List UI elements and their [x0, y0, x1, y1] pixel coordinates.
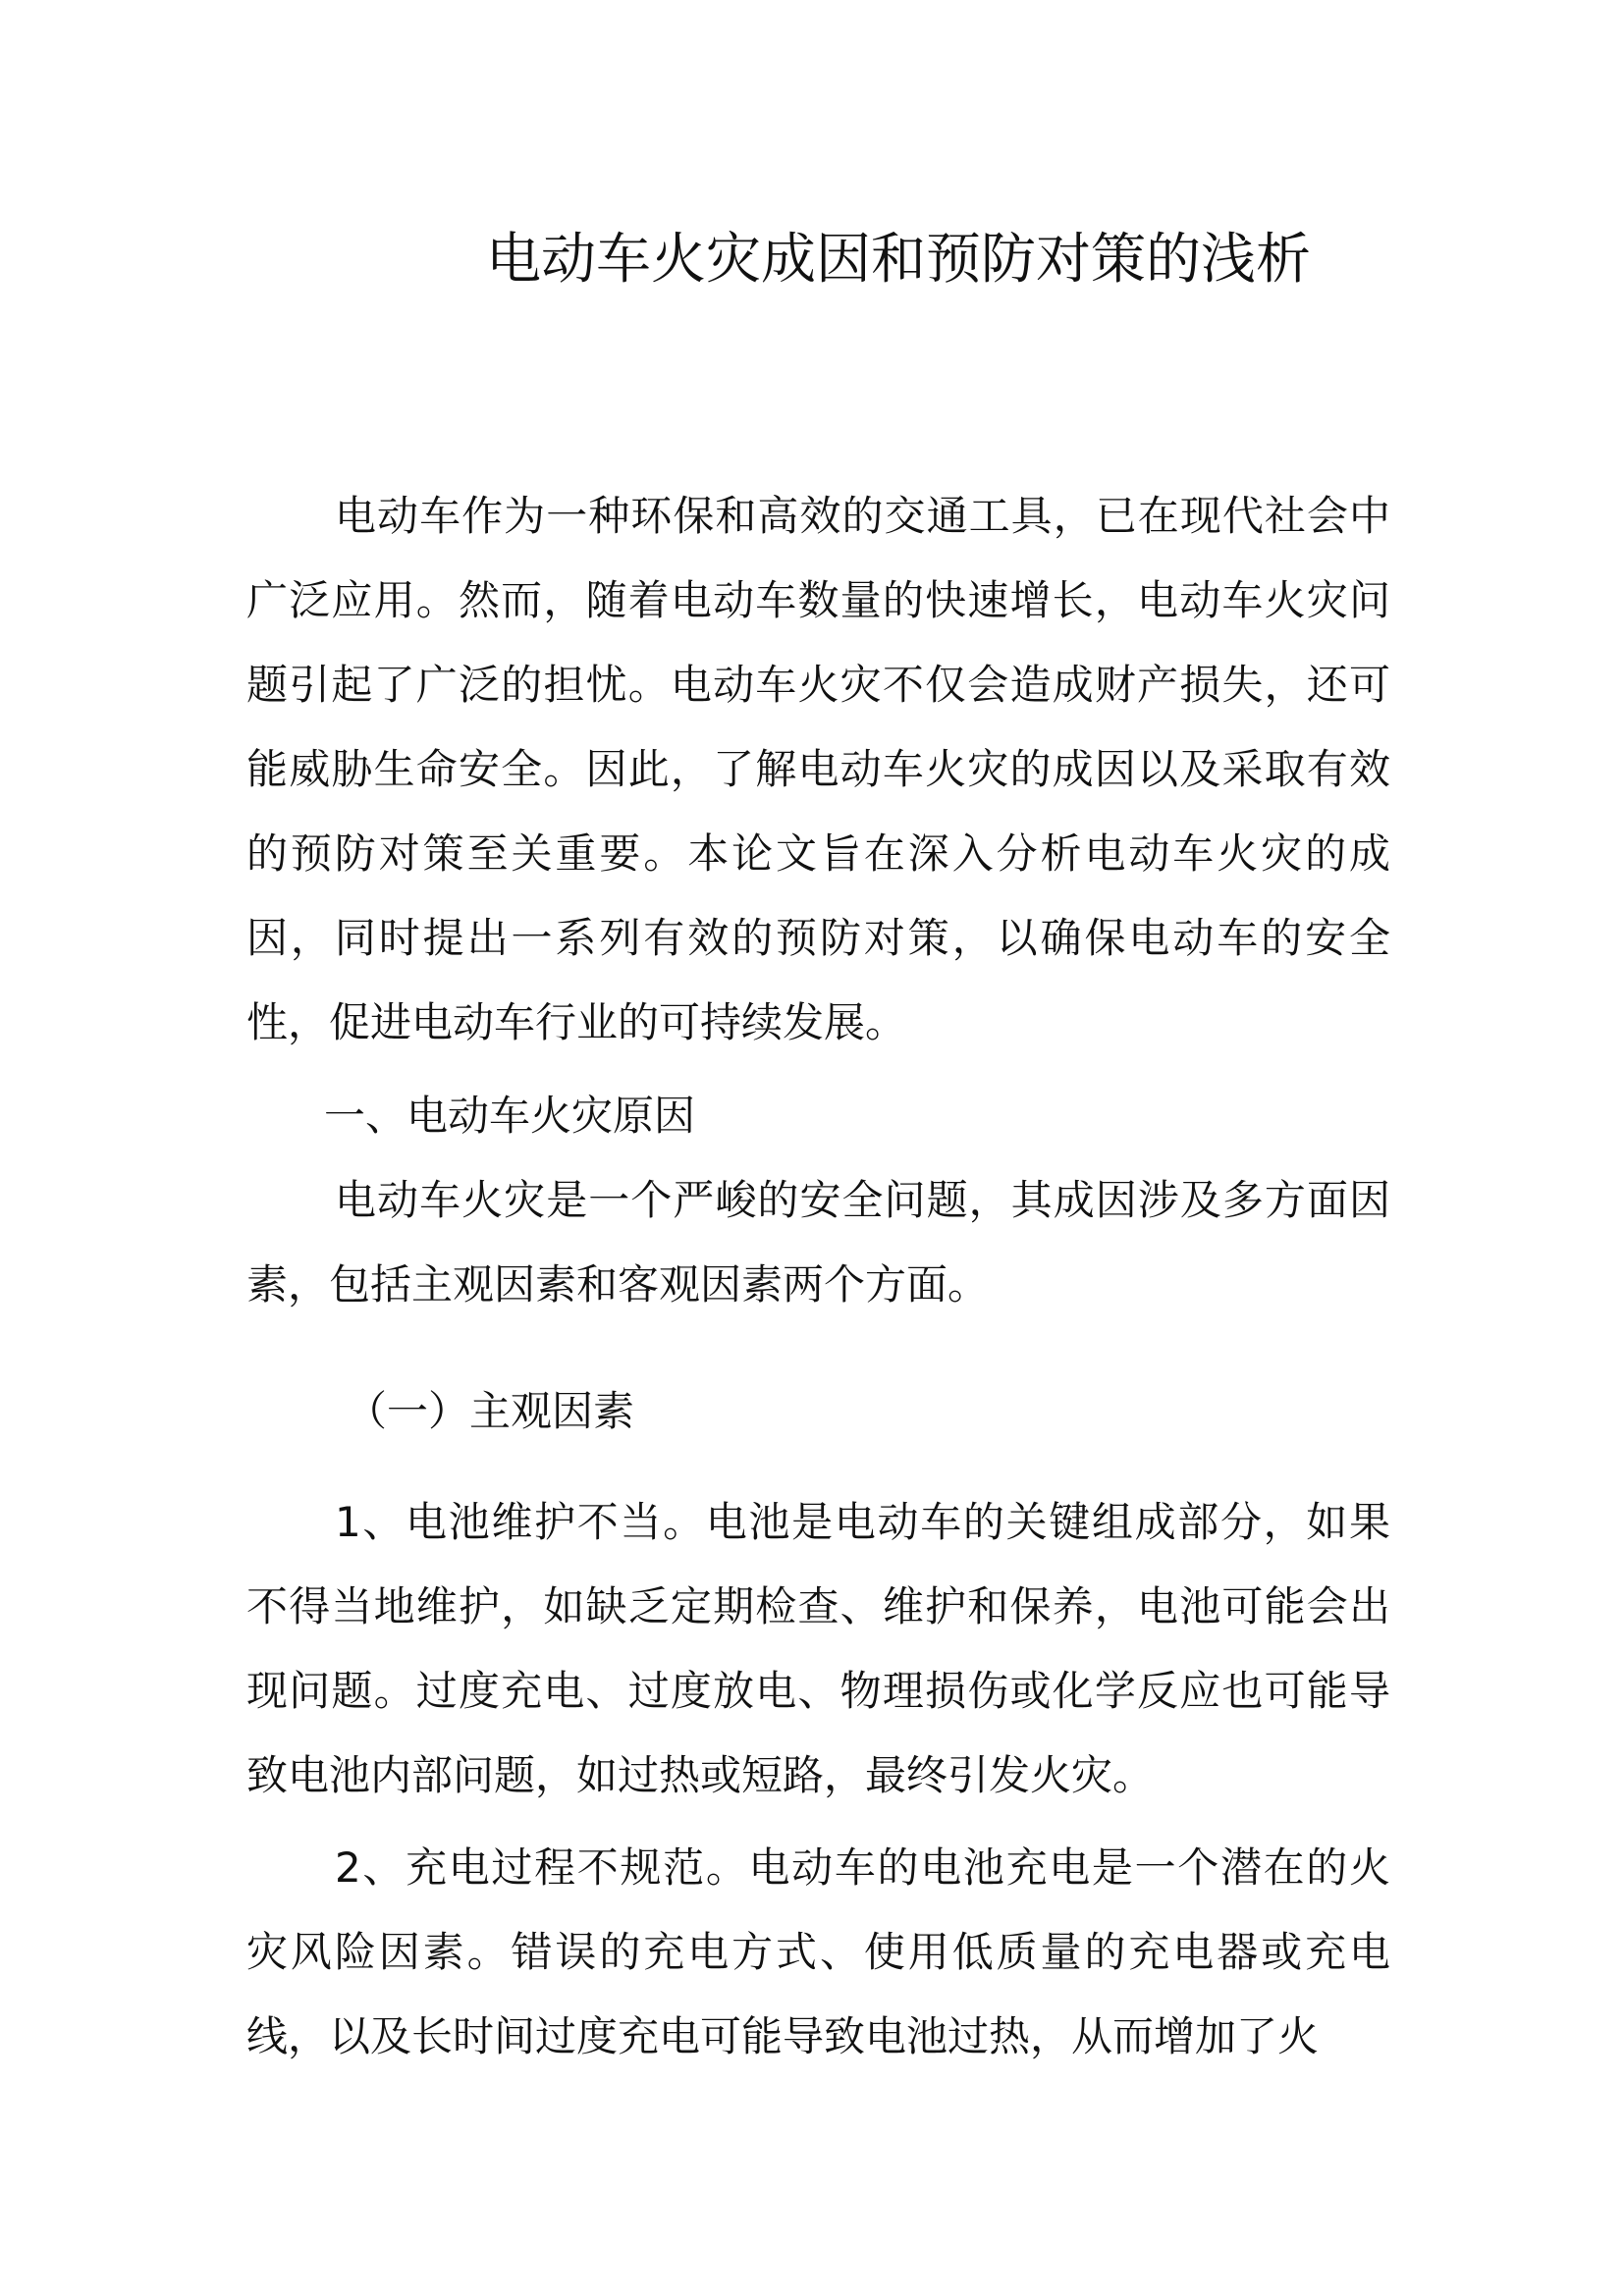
list-item-paragraph: 2、充电过程不规范。电动车的电池充电是一个潜在的火灾风险因素。错误的充电方式、使用低质量的充电器或充电线，以及长时间过度充电可能导致电池过热，从而增加了火: [246, 1843, 1390, 2060]
list-item-paragraph: 1、电池维护不当。电池是电动车的关键组成部分，如果不得当地维护，如缺乏定期检查、维护和保养，电池可能会出现问题。过度充电、过度放电、物理损伤或化学反应也可能导致电池内部问题，如过热或短路，最终引发火灾。: [246, 1498, 1390, 1799]
section-heading: 一、电动车火灾原因: [324, 1092, 696, 1140]
document-title: 电动车火灾成因和预防对策的浅析: [486, 228, 1311, 292]
subsection-heading: （一）主观因素: [346, 1387, 635, 1435]
intro-paragraph: 电动车作为一种环保和高效的交通工具，已在现代社会中广泛应用。然而，随着电动车数量的快速增长，电动车火灾问题引起了广泛的担忧。电动车火灾不仅会造成财产损失，还可能威胁生命安全。因此，了解电动车火灾的成因以及采取有效的预防对策至关重要。本论文旨在深入分析电动车火灾的成因，同时提出一系列有效的预防对策，以确保电动车的安全性，促进电动车行业的可持续发展。: [246, 492, 1390, 1046]
section-intro-paragraph: 电动车火灾是一个严峻的安全问题，其成因涉及多方面因素，包括主观因素和客观因素两个方面。: [246, 1176, 1390, 1308]
